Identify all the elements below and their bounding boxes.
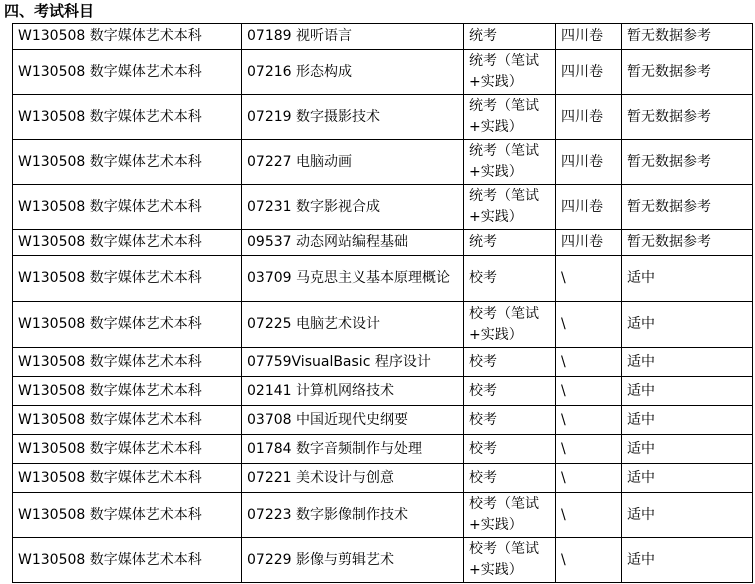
paper-cell: \ — [556, 302, 622, 348]
table-row — [13, 406, 753, 435]
paper-cell: \ — [556, 435, 622, 464]
table-row — [13, 230, 753, 256]
major-cell: W130508 数字媒体艺术本科 — [13, 256, 242, 302]
paper-cell: 四川卷 — [556, 140, 622, 185]
reference-cell: 适中 — [622, 435, 753, 464]
major-cell: W130508 数字媒体艺术本科 — [13, 464, 242, 493]
exam-type-cell: 校考（笔试+实践） — [464, 538, 556, 583]
exam-type-cell: 校考 — [464, 435, 556, 464]
subject-cell: 07225 电脑艺术设计 — [242, 302, 464, 348]
reference-cell: 适中 — [622, 348, 753, 377]
subject-cell: 07229 影像与剪辑艺术 — [242, 538, 464, 583]
subject-cell: 07231 数字影视合成 — [242, 185, 464, 230]
exam-type-cell: 统考 — [464, 24, 556, 50]
subject-cell: 07759VisualBasic 程序设计 — [242, 348, 464, 377]
paper-cell: \ — [556, 377, 622, 406]
section-heading: 四、考试科目 — [4, 2, 95, 20]
subject-cell: 01784 数字音频制作与处理 — [242, 435, 464, 464]
table-row — [13, 256, 753, 302]
exam-type-cell: 校考 — [464, 406, 556, 435]
exam-type-cell: 校考 — [464, 377, 556, 406]
subject-cell: 07221 美术设计与创意 — [242, 464, 464, 493]
table-row — [13, 302, 753, 348]
reference-cell: 暂无数据参考 — [622, 24, 753, 50]
table-row — [13, 538, 753, 583]
paper-cell: \ — [556, 493, 622, 538]
paper-cell: \ — [556, 348, 622, 377]
subject-cell: 09537 动态网站编程基础 — [242, 230, 464, 256]
major-cell: W130508 数字媒体艺术本科 — [13, 230, 242, 256]
major-cell: W130508 数字媒体艺术本科 — [13, 406, 242, 435]
major-cell: W130508 数字媒体艺术本科 — [13, 95, 242, 140]
subject-cell: 03708 中国近现代史纲要 — [242, 406, 464, 435]
paper-cell: \ — [556, 406, 622, 435]
exam-type-cell: 统考（笔试+实践） — [464, 185, 556, 230]
reference-cell: 暂无数据参考 — [622, 95, 753, 140]
reference-cell: 暂无数据参考 — [622, 185, 753, 230]
major-cell: W130508 数字媒体艺术本科 — [13, 348, 242, 377]
major-cell: W130508 数字媒体艺术本科 — [13, 140, 242, 185]
reference-cell: 适中 — [622, 302, 753, 348]
subject-cell: 07219 数字摄影技术 — [242, 95, 464, 140]
major-cell: W130508 数字媒体艺术本科 — [13, 538, 242, 583]
exam-type-cell: 校考 — [464, 464, 556, 493]
table-row — [13, 24, 753, 50]
reference-cell: 适中 — [622, 464, 753, 493]
reference-cell: 适中 — [622, 538, 753, 583]
paper-cell: 四川卷 — [556, 24, 622, 50]
reference-cell: 适中 — [622, 256, 753, 302]
table-row — [13, 435, 753, 464]
paper-cell: \ — [556, 464, 622, 493]
exam-type-cell: 统考（笔试+实践） — [464, 95, 556, 140]
major-cell: W130508 数字媒体艺术本科 — [13, 24, 242, 50]
reference-cell: 暂无数据参考 — [622, 230, 753, 256]
table-row — [13, 377, 753, 406]
paper-cell: 四川卷 — [556, 50, 622, 95]
major-cell: W130508 数字媒体艺术本科 — [13, 377, 242, 406]
reference-cell: 暂无数据参考 — [622, 50, 753, 95]
exam-type-cell: 统考（笔试+实践） — [464, 140, 556, 185]
paper-cell: \ — [556, 256, 622, 302]
subject-cell: 03709 马克思主义基本原理概论 — [242, 256, 464, 302]
table-row — [13, 185, 753, 230]
major-cell: W130508 数字媒体艺术本科 — [13, 185, 242, 230]
major-cell: W130508 数字媒体艺术本科 — [13, 302, 242, 348]
table-row — [13, 348, 753, 377]
exam-subjects-table — [12, 23, 753, 583]
major-cell: W130508 数字媒体艺术本科 — [13, 50, 242, 95]
table-row — [13, 50, 753, 95]
exam-type-cell: 校考（笔试+实践） — [464, 493, 556, 538]
paper-cell: \ — [556, 538, 622, 583]
subject-cell: 07227 电脑动画 — [242, 140, 464, 185]
paper-cell: 四川卷 — [556, 185, 622, 230]
exam-type-cell: 统考 — [464, 230, 556, 256]
subject-cell: 07189 视听语言 — [242, 24, 464, 50]
major-cell: W130508 数字媒体艺术本科 — [13, 435, 242, 464]
table-row — [13, 493, 753, 538]
reference-cell: 适中 — [622, 406, 753, 435]
reference-cell: 暂无数据参考 — [622, 140, 753, 185]
major-cell: W130508 数字媒体艺术本科 — [13, 493, 242, 538]
reference-cell: 适中 — [622, 493, 753, 538]
subject-cell: 07223 数字影像制作技术 — [242, 493, 464, 538]
paper-cell: 四川卷 — [556, 95, 622, 140]
exam-type-cell: 校考 — [464, 256, 556, 302]
subject-cell: 02141 计算机网络技术 — [242, 377, 464, 406]
table-row — [13, 95, 753, 140]
reference-cell: 适中 — [622, 377, 753, 406]
table-row — [13, 464, 753, 493]
exam-type-cell: 校考 — [464, 348, 556, 377]
table-row — [13, 140, 753, 185]
exam-type-cell: 统考（笔试+实践） — [464, 50, 556, 95]
subject-cell: 07216 形态构成 — [242, 50, 464, 95]
paper-cell: 四川卷 — [556, 230, 622, 256]
exam-type-cell: 校考（笔试+实践） — [464, 302, 556, 348]
